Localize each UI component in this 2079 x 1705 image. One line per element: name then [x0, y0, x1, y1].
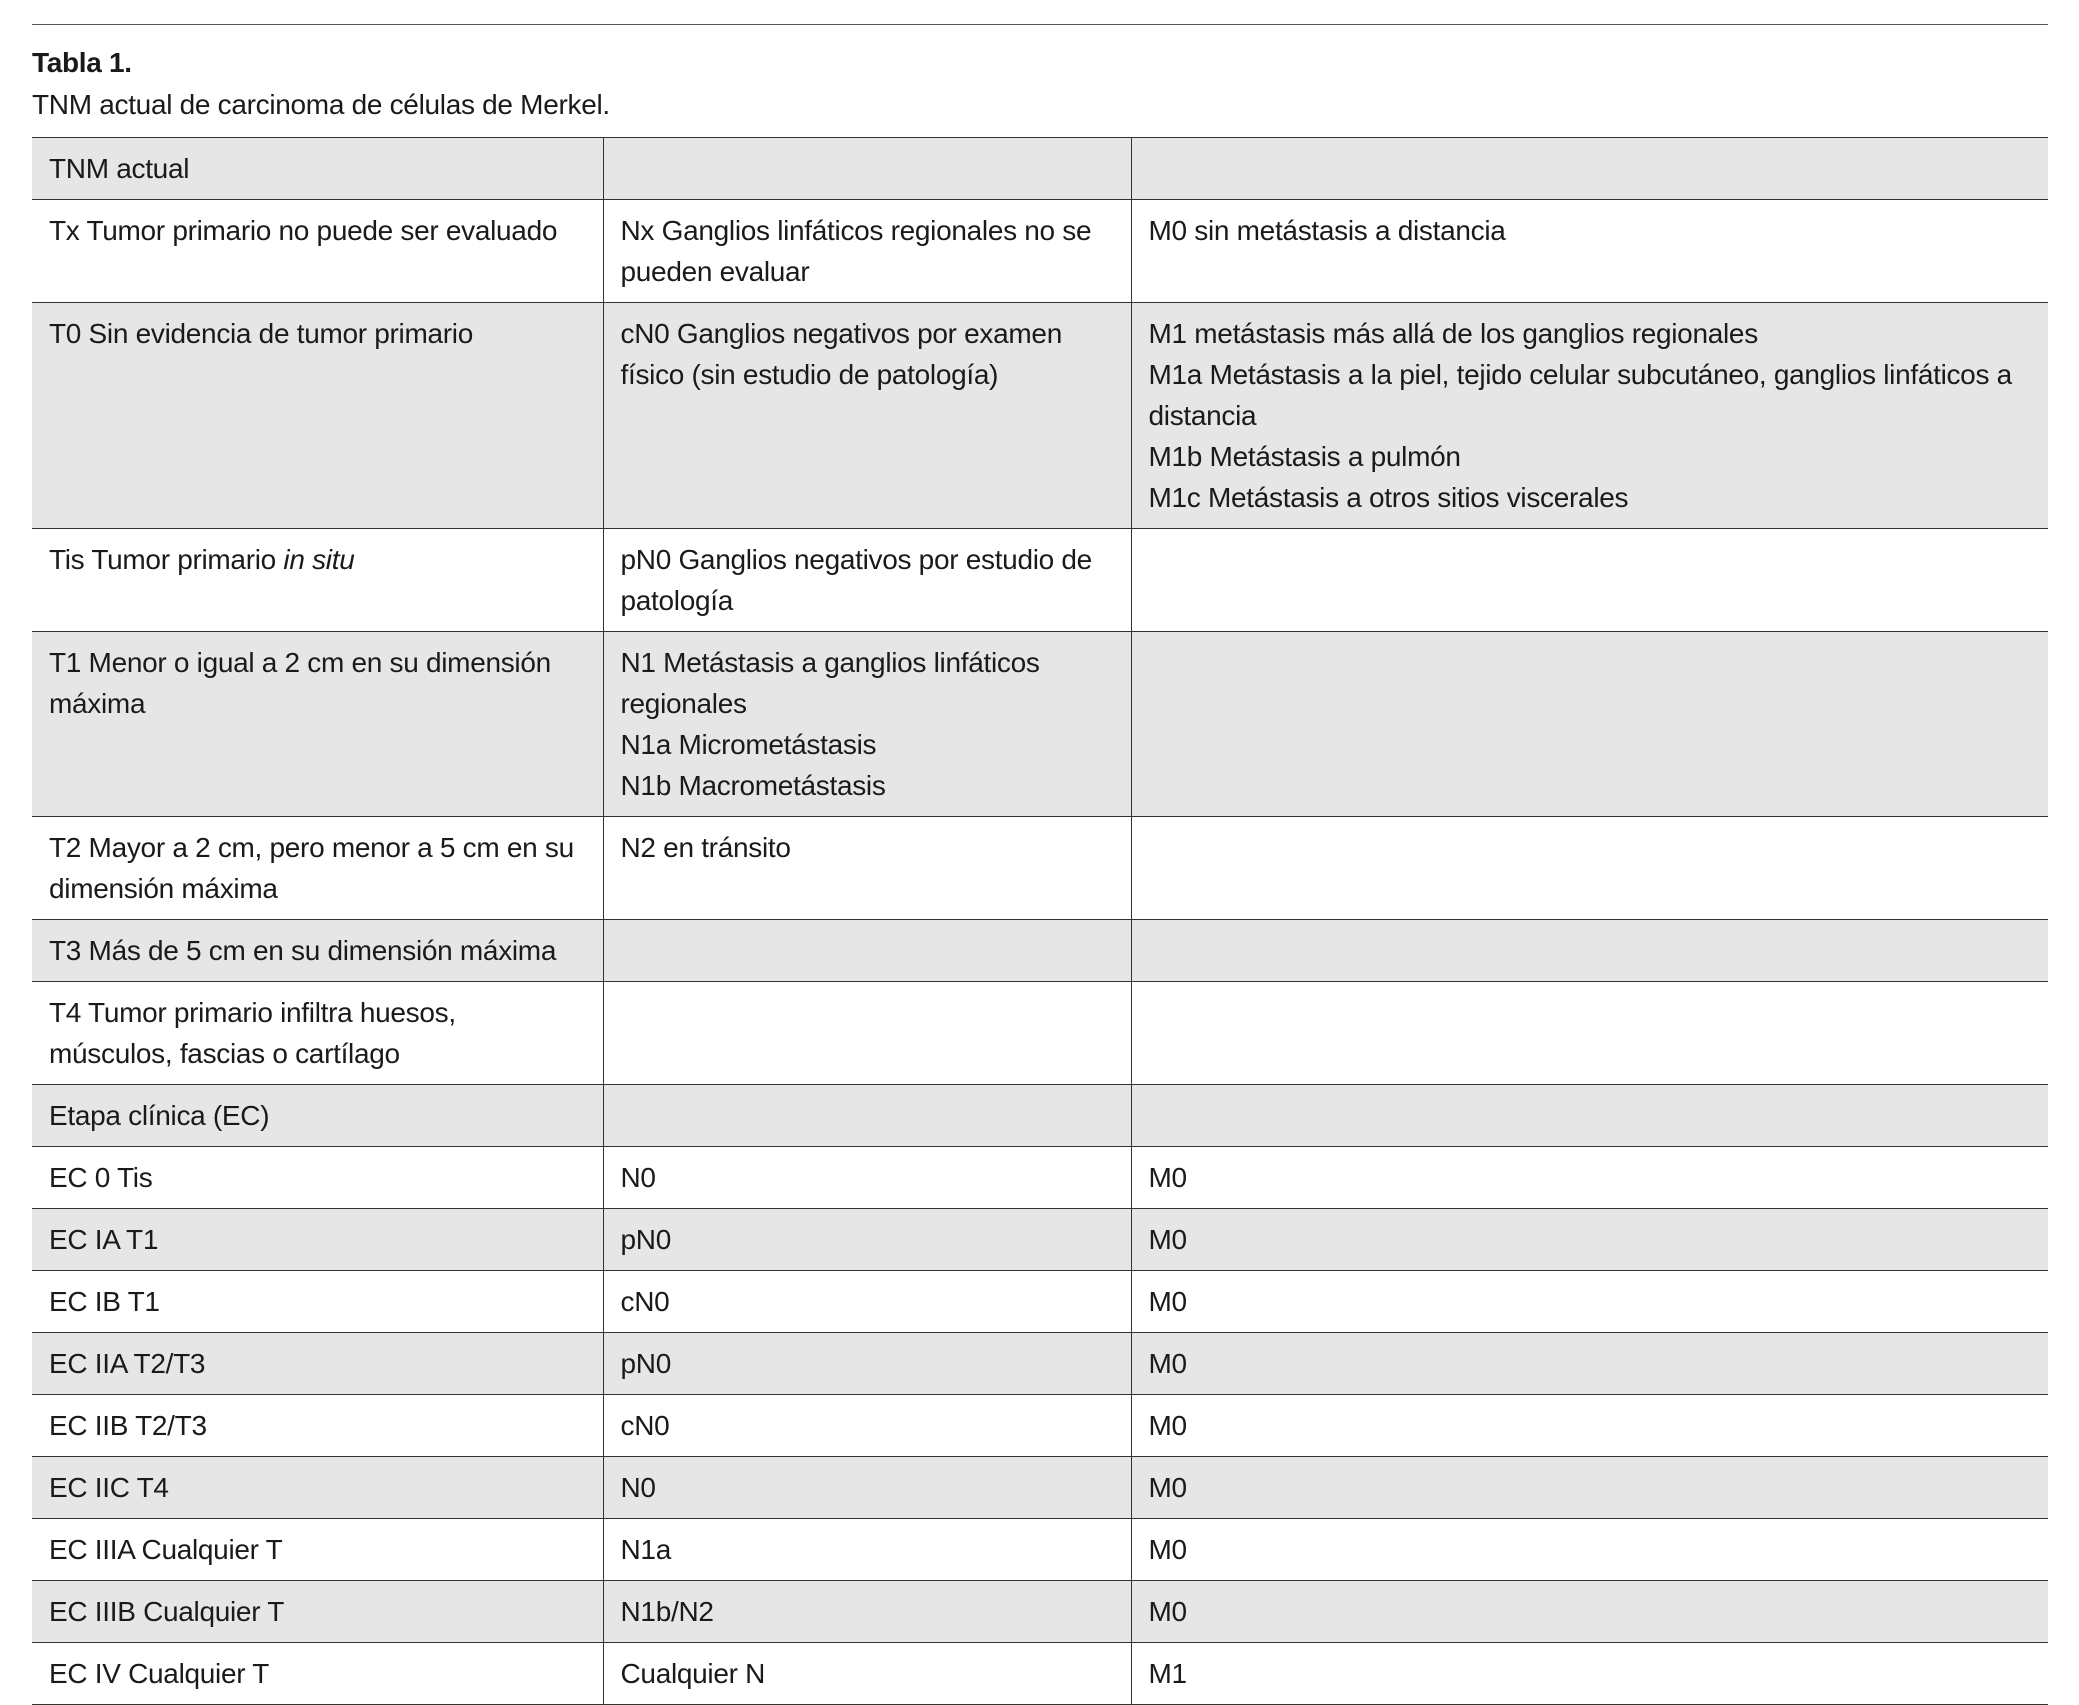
table-cell	[1131, 632, 2048, 817]
cell-text: pN0	[620, 1224, 671, 1255]
cell-text: T4 Tumor primario infiltra huesos, músculos, fascias o cartílago	[49, 997, 456, 1069]
table-row	[32, 817, 2048, 920]
table-cell	[32, 1395, 603, 1457]
cell-text: N0	[620, 1162, 656, 1193]
table-cell	[32, 1519, 603, 1581]
cell-text: pN0	[620, 1348, 671, 1379]
cell-text: cN0	[620, 1286, 670, 1317]
table-cell	[32, 1333, 603, 1395]
table-cell	[32, 1457, 603, 1519]
table-cell	[603, 1643, 1131, 1705]
cell-text: EC IIIB Cualquier T	[49, 1596, 284, 1627]
cell-text: M0	[1148, 1286, 1187, 1317]
cell-text: M0	[1148, 1162, 1187, 1193]
table-cell	[603, 1395, 1131, 1457]
table-cell	[32, 1643, 603, 1705]
table-cell	[603, 303, 1131, 529]
cell-text: Cualquier N	[620, 1658, 766, 1689]
table-cell	[32, 1581, 603, 1643]
cell-text: TNM actual	[49, 153, 190, 184]
cell-text: EC IIB T2/T3	[49, 1410, 207, 1441]
table-row	[32, 1209, 2048, 1271]
cell-text: M1a Metástasis a la piel, tejido celular subcutáneo, ganglios linfáticos a distancia	[1148, 359, 2012, 431]
cell-text: N1b Macrometástasis	[620, 770, 886, 801]
cell-text: N2 en tránsito	[620, 832, 791, 863]
table-cell	[603, 920, 1131, 982]
table-cell	[603, 138, 1131, 200]
table-cell	[603, 1519, 1131, 1581]
table-cell	[1131, 138, 2048, 200]
table-cell	[603, 632, 1131, 817]
cell-text: M1	[1148, 1658, 1187, 1689]
cell-text: EC IIA T2/T3	[49, 1348, 206, 1379]
cell-text: Tx Tumor primario no puede ser evaluado	[49, 215, 558, 246]
table-row	[32, 982, 2048, 1085]
table-cell	[603, 200, 1131, 303]
table-cell	[1131, 817, 2048, 920]
table-cell	[1131, 529, 2048, 632]
table-caption-title: Tabla 1.	[32, 47, 132, 78]
table-cell	[1131, 1333, 2048, 1395]
table-row	[32, 1085, 2048, 1147]
cell-text: M1c Metástasis a otros sitios viscerales	[1148, 482, 1629, 513]
cell-text: N1a	[620, 1534, 671, 1565]
italic-term: in situ	[283, 544, 355, 575]
table-cell	[603, 1333, 1131, 1395]
cell-text: M1b Metástasis a pulmón	[1148, 441, 1461, 472]
table-cell	[32, 303, 603, 529]
table-cell	[1131, 1209, 2048, 1271]
document-page	[32, 24, 2048, 1705]
table-cell	[1131, 1147, 2048, 1209]
table-row	[32, 1581, 2048, 1643]
table-cell	[32, 200, 603, 303]
table-row	[32, 138, 2048, 200]
tnm-table	[32, 137, 2048, 1705]
cell-text: pN0 Ganglios negativos por estudio de patología	[620, 544, 1092, 616]
cell-text: M0	[1148, 1596, 1187, 1627]
table-cell	[603, 982, 1131, 1085]
table-cell	[32, 1147, 603, 1209]
table-cell	[1131, 303, 2048, 529]
table-cell	[603, 1209, 1131, 1271]
cell-text: M1 metástasis más allá de los ganglios regionales	[1148, 318, 1758, 349]
table-cell	[32, 1085, 603, 1147]
table-cell	[32, 817, 603, 920]
cell-text: EC IV Cualquier T	[49, 1658, 270, 1689]
table-row	[32, 1519, 2048, 1581]
cell-text: T3 Más de 5 cm en su dimensión máxima	[49, 935, 557, 966]
top-rule	[32, 24, 2048, 25]
cell-text: T0 Sin evidencia de tumor primario	[49, 318, 473, 349]
table-cell	[1131, 1519, 2048, 1581]
table-row	[32, 920, 2048, 982]
table-row	[32, 1457, 2048, 1519]
table-cell	[603, 529, 1131, 632]
table-cell	[603, 1581, 1131, 1643]
cell-text: M0	[1148, 1472, 1187, 1503]
cell-text: Tis Tumor primario in situ	[49, 544, 355, 575]
cell-text: EC IIIA Cualquier T	[49, 1534, 283, 1565]
table-cell	[1131, 1581, 2048, 1643]
cell-text: N1a Micrometástasis	[620, 729, 877, 760]
table-cell	[32, 1271, 603, 1333]
table-cell	[1131, 1395, 2048, 1457]
cell-text: EC 0 Tis	[49, 1162, 153, 1193]
table-cell	[32, 529, 603, 632]
table-cell	[1131, 1457, 2048, 1519]
table-cell	[1131, 1271, 2048, 1333]
cell-text: M0	[1148, 1410, 1187, 1441]
cell-text: M0	[1148, 1534, 1187, 1565]
table-cell	[32, 1209, 603, 1271]
cell-text: M0	[1148, 1348, 1187, 1379]
table-cell	[603, 1085, 1131, 1147]
table-row	[32, 303, 2048, 529]
table-row	[32, 1147, 2048, 1209]
cell-text: M0 sin metástasis a distancia	[1148, 215, 1506, 246]
table-row	[32, 200, 2048, 303]
table-cell	[32, 632, 603, 817]
cell-text: Etapa clínica (EC)	[49, 1100, 270, 1131]
table-row	[32, 632, 2048, 817]
table-cell	[32, 920, 603, 982]
table-cell	[1131, 920, 2048, 982]
cell-text: N1b/N2	[620, 1596, 714, 1627]
table-cell	[603, 1457, 1131, 1519]
table-cell	[1131, 1085, 2048, 1147]
cell-text: cN0	[620, 1410, 670, 1441]
cell-text: M0	[1148, 1224, 1187, 1255]
cell-text: T2 Mayor a 2 cm, pero menor a 5 cm en su dimensión máxima	[49, 832, 574, 904]
table-row	[32, 1271, 2048, 1333]
table-cell	[32, 138, 603, 200]
cell-text: EC IB T1	[49, 1286, 160, 1317]
table-caption-subtitle: TNM actual de carcinoma de células de Merkel.	[32, 89, 610, 120]
cell-text: EC IA T1	[49, 1224, 159, 1255]
table-row	[32, 1643, 2048, 1705]
table-row	[32, 1333, 2048, 1395]
tnm-table-body	[32, 138, 2048, 1705]
cell-text: Nx Ganglios linfáticos regionales no se pueden evaluar	[620, 215, 1092, 287]
cell-text: N0	[620, 1472, 656, 1503]
cell-text: cN0 Ganglios negativos por examen físico (sin estudio de patología)	[620, 318, 1062, 390]
table-cell	[603, 1271, 1131, 1333]
table-cell	[1131, 982, 2048, 1085]
table-cell	[32, 982, 603, 1085]
cell-text: N1 Metástasis a ganglios linfáticos regionales	[620, 647, 1040, 719]
cell-text: EC IIC T4	[49, 1472, 169, 1503]
table-cell	[603, 1147, 1131, 1209]
table-cell	[1131, 1643, 2048, 1705]
table-row	[32, 1395, 2048, 1457]
cell-text: T1 Menor o igual a 2 cm en su dimensión máxima	[49, 647, 551, 719]
table-cell	[1131, 200, 2048, 303]
table-cell	[603, 817, 1131, 920]
table-row	[32, 529, 2048, 632]
